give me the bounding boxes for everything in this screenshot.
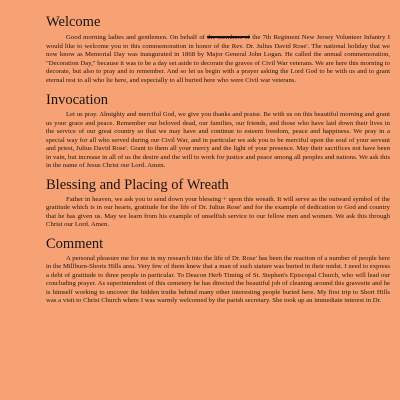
welcome-section [46,0,390,85]
invocation-section [46,85,390,171]
blessing-heading: Blessing and Placing of Wreath [46,176,229,193]
comment-section [46,230,390,306]
comment-heading: Comment [46,235,104,252]
invocation-paragraph: Let us pray. Almighty and merciful God, we give you thanks and praise. Be with us on this beautiful morning and grant us your grace and peace. Remember our beloved dead, our families, our friends, and those who have laid down their lives in the service of our great country so that we may have and continue to esteem freedom, peace and happiness. We pray in a special way for all who served during our Civil War, and in particular we ask you to be merciful upon the soul of your servant and priest, Julius David Rose'. Grant to them all your mercy and the light of your presence. May their sacrifices not have been in vain, but increase in all of us the desire and the will to work for justice and peace among all peoples and nations. We ask this in the name of Jesus Christ our Lord. Amen. [46,111,390,169]
welcome-text-start: Good morning ladies and gentlemen. On behalf of [66,34,208,41]
struck-out-text: the members of [207,34,251,41]
blessing-section [46,171,390,230]
welcome-text-rest: the 7th Regiment New Jersey Volunteer Infantry I would like to welcome you to this commemoration in honor of the Rev. Dr. Julius David Rose'. The national holiday that we now know as Memorial Day was inaugurated in 1868 by Major General John Logan. He called the annual commemoration, "Decoration Day," because it was to be a day set aside to decorate the graves of Civil War veterans. We are here this morning to decorate, but also to pray and to remember. And so let us begin with a prayer asking the Lord God to be with us and to grant eternal rest to all who lie here, and especially to all buried here who were Civil war veterans. [46,34,390,84]
welcome-heading: Welcome [46,14,101,30]
blessing-paragraph: Father in heaven, we ask you to send down your blessing + upon this wreath. It will serve as the outward symbol of the gratitude which is in our hearts, gratitude for the life of Dr. Julius Rose' and for the example of dedication to God and country that he has given us. May we learn from his example of unselfish service to our fellow men and women. We ask this through Christ our Lord. Amen. [46,195,390,228]
welcome-paragraph [46,34,390,85]
comment-paragraph: A personal pleasure me for me in my research into the life of Dr. Rose' has been the reaction of a number of people here in the Millburn-Shorts Hills area. Very few of them knew that a man of such stature was buried in their midst. I need to express a debt of gratitude to three people in particular. To Deacon Herb Timing of St. Stephen's Episcopal Church, who will lead our concluding prayer. As superintendent of this cemetery he has directed the beautiful job of cleaning around this gravesite and he is himself working to uncover the hidden truths behind many other interesting people buried here. My first trip to Short Hills was a visit to Christ Church where I was warmly welcomed by the parish secretary. She took up an immediate interest in Dr. [46,254,390,304]
invocation-heading: Invocation [46,92,109,108]
